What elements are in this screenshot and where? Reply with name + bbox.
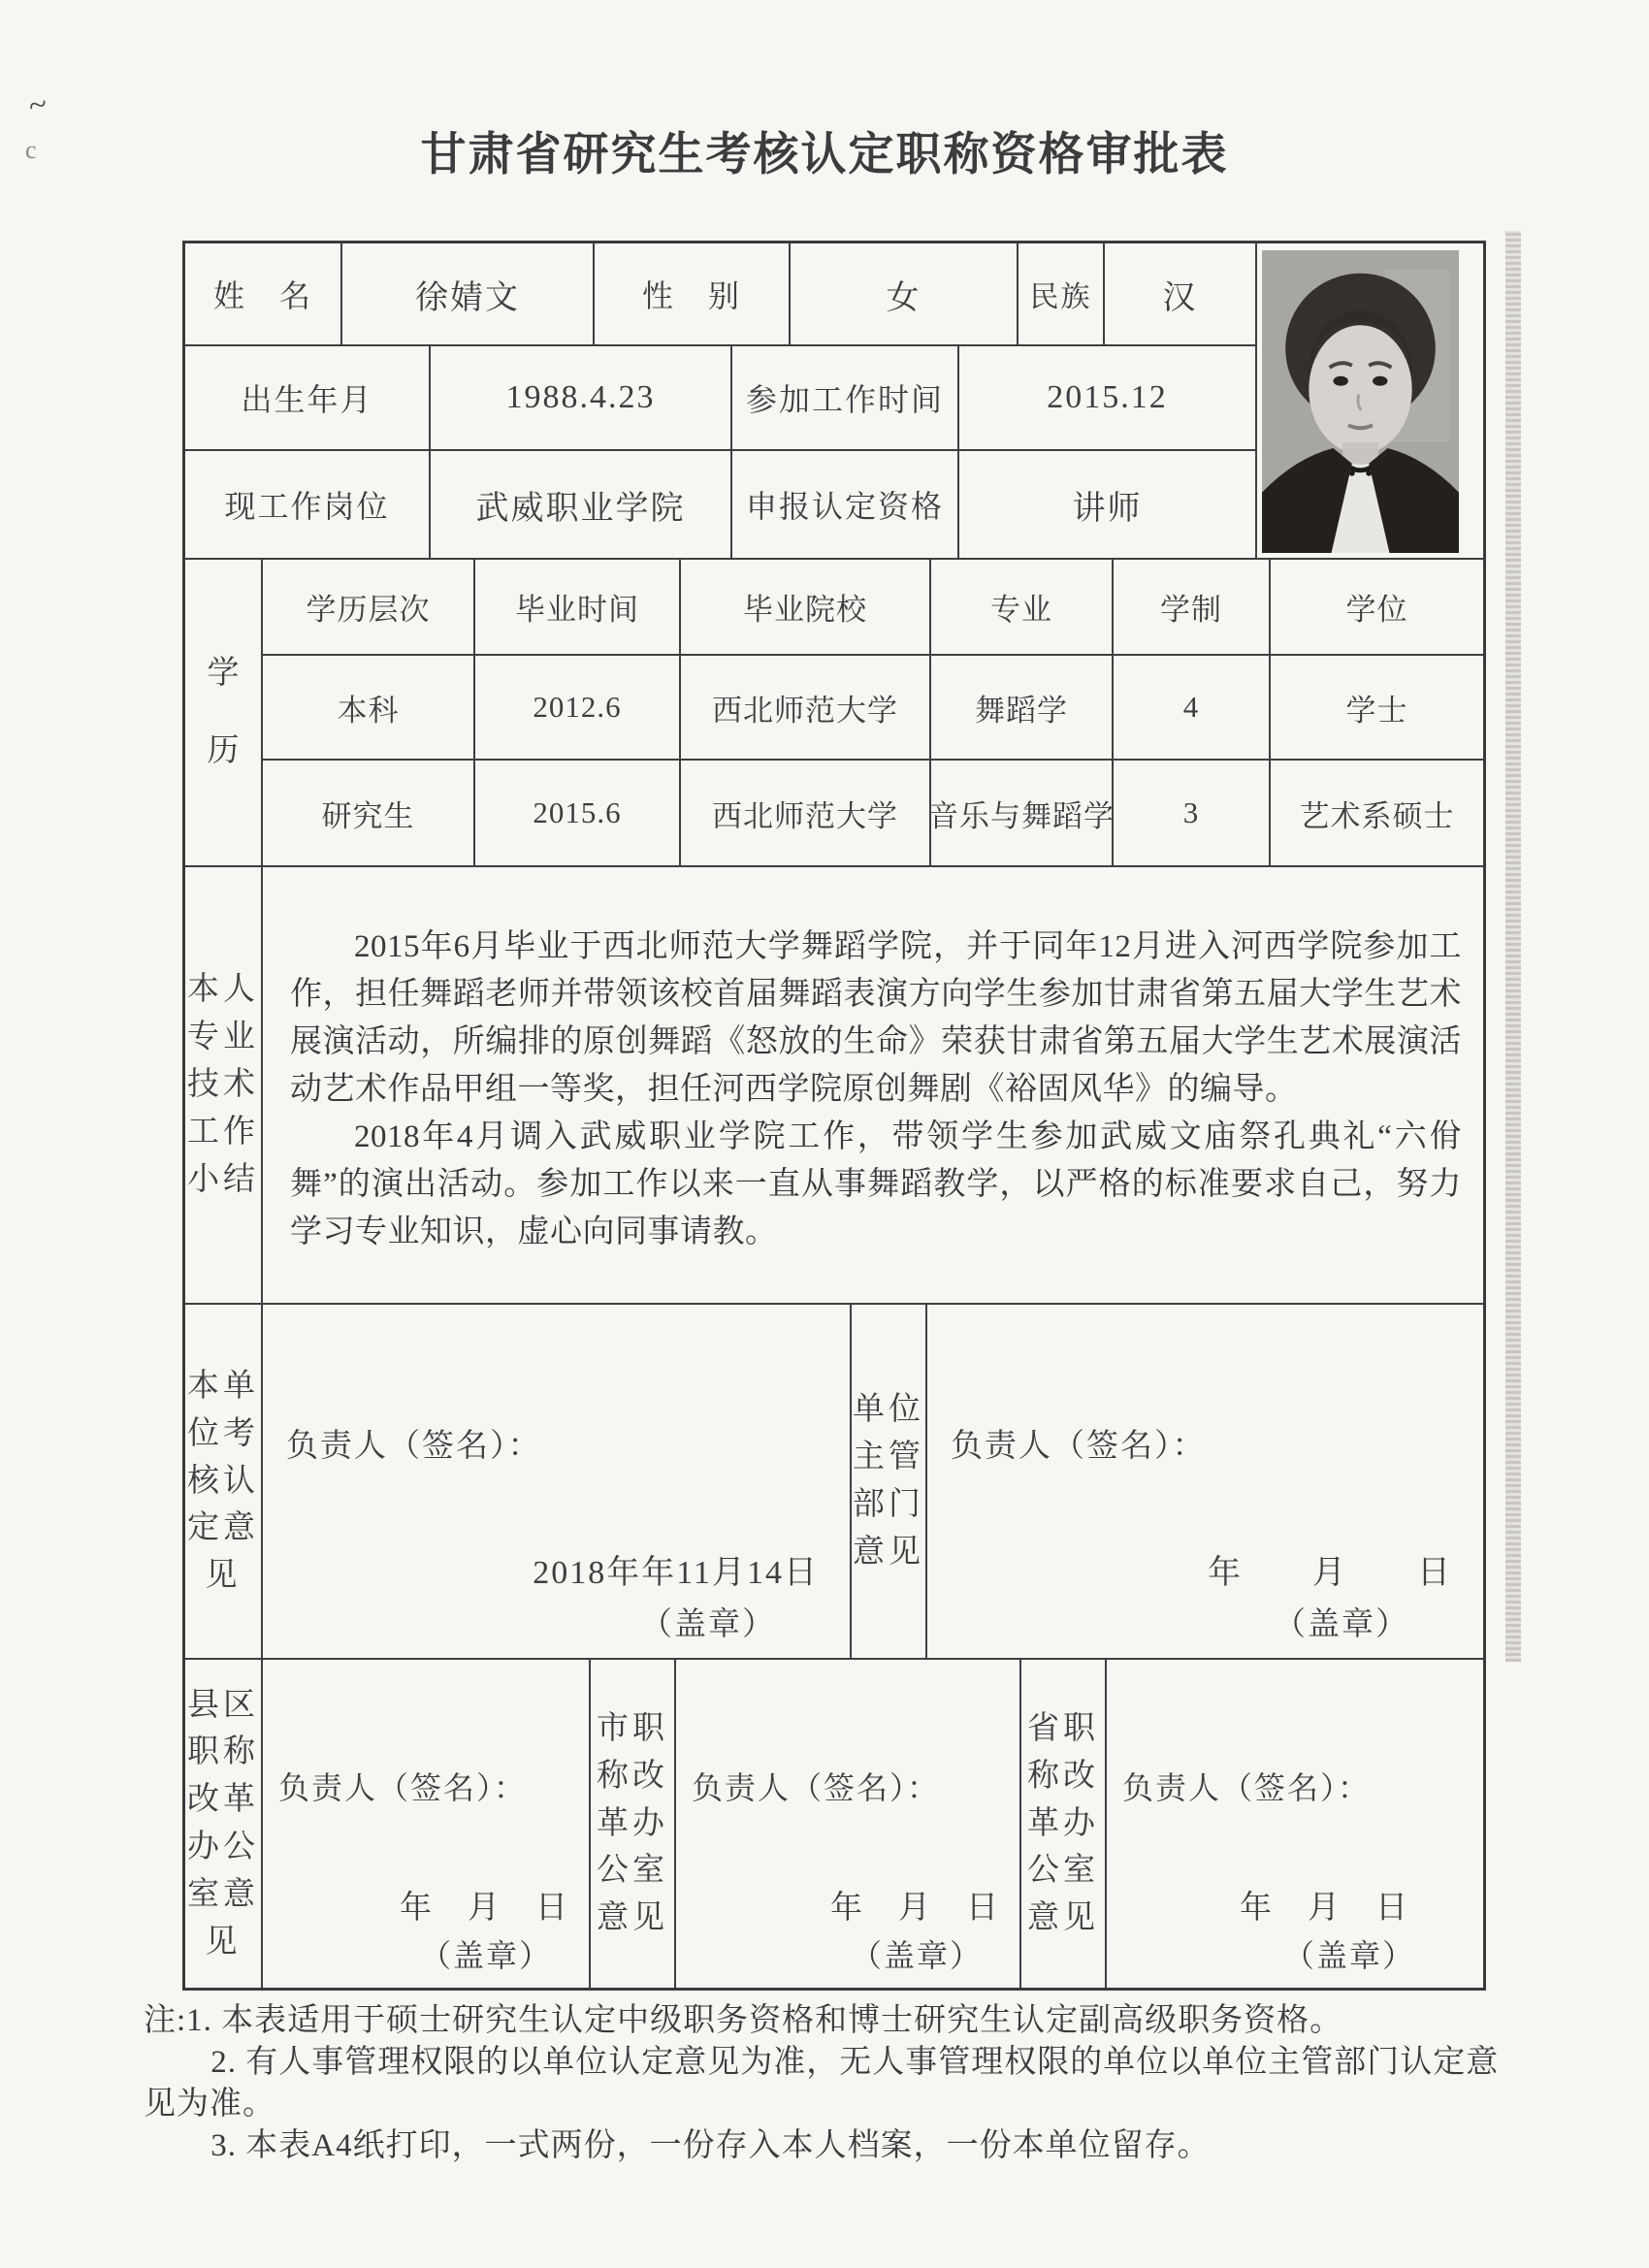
education-section-label-cell bbox=[185, 560, 263, 865]
edu-cell-grad-time: 2012.6 bbox=[473, 654, 679, 759]
offices-section bbox=[185, 1660, 1483, 1988]
signer-label: 负责人（签名）： bbox=[951, 1428, 1207, 1464]
table-row bbox=[185, 451, 1255, 558]
edu-header-level: 学历层次 bbox=[306, 593, 431, 627]
edu-header-duration: 学制 bbox=[1112, 560, 1269, 654]
province-office-label-cell bbox=[1021, 1660, 1107, 1988]
edu-header-school: 毕业院校 bbox=[679, 560, 929, 654]
dept-opinion-label: 单位主管部门意见 bbox=[853, 1392, 924, 1570]
name-label-cell bbox=[185, 243, 342, 344]
city-office-content bbox=[676, 1660, 1021, 1988]
opinion-date: 年 月 日 bbox=[1240, 1891, 1409, 1926]
work-summary-paragraph: 2015年6月毕业于西北师范大学舞蹈学院，并于同年12月进入河西学院参加工作，担任舞蹈老师并带领该校首届舞蹈表演方向学生参加甘肃省第五届大学生艺术展演活动，所编排的原创舞蹈《怒放的生命》荣获甘肃省第五届大学生艺术展演活动艺术作品甲组一等奖，担任河西学院原创舞剧《裕固风华》的编导。 bbox=[290, 929, 1462, 1107]
unit-opinion-content bbox=[263, 1305, 852, 1658]
approval-form-table bbox=[182, 241, 1486, 1991]
opinions-section bbox=[185, 1305, 1483, 1660]
qualification-value: 讲师 bbox=[1072, 490, 1143, 527]
footnote-item: 2. 有人事管理权限的以单位认定意见为准，无人事管理权限的单位以单位主管部门认定意见为准。 bbox=[144, 2045, 1500, 2122]
footnote-prefix: 注: bbox=[144, 2003, 187, 2038]
signer-label: 负责人（签名）： bbox=[286, 1428, 542, 1464]
edu-cell-degree: 学士 bbox=[1269, 654, 1483, 759]
qualification-label-cell bbox=[732, 451, 959, 558]
personal-info-section bbox=[185, 243, 1483, 560]
workplace-value-cell bbox=[431, 451, 732, 558]
scan-artifact-mark: c bbox=[25, 136, 37, 164]
signer-label: 负责人（签名）： bbox=[692, 1770, 941, 1805]
work-start-value-cell bbox=[959, 346, 1255, 449]
edu-cell-major: 舞蹈学 bbox=[929, 654, 1112, 759]
dept-opinion-label-cell bbox=[852, 1305, 927, 1658]
opinion-date: 2018年年11月14日 bbox=[533, 1555, 819, 1591]
gender-value: 女 bbox=[886, 279, 922, 316]
province-office-content bbox=[1107, 1660, 1483, 1988]
county-office-label-cell bbox=[185, 1660, 263, 1988]
edu-cell-major: 音乐与舞蹈学 bbox=[929, 759, 1112, 865]
edu-cell-school: 西北师范大学 bbox=[679, 759, 929, 865]
edu-cell-level: 研究生 bbox=[263, 759, 473, 865]
personal-info-grid bbox=[185, 243, 1255, 558]
work-summary-section bbox=[185, 867, 1483, 1305]
seal-label: （盖章） bbox=[640, 1607, 776, 1642]
scan-artifact-mark: ~ bbox=[25, 85, 50, 125]
work-start-label: 参加工作时间 bbox=[745, 382, 944, 417]
education-grid bbox=[263, 560, 1483, 865]
workplace-label-cell bbox=[185, 451, 431, 558]
opinion-date: 年 月 日 bbox=[1208, 1555, 1452, 1591]
edu-cell-duration: 3 bbox=[1112, 759, 1269, 865]
name-value-cell bbox=[342, 243, 595, 344]
ethnic-value-cell bbox=[1105, 243, 1255, 344]
workplace-value: 武威职业学院 bbox=[475, 490, 686, 527]
qualification-value-cell bbox=[959, 451, 1255, 558]
work-summary-paragraph: 2018年4月调入武威职业学院工作，带领学生参加武威文庙祭孔典礼“六佾舞”的演出活动。参加工作以来一直从事舞蹈教学，以严格的标准要求自己，努力学习专业知识，虚心向同事请教。 bbox=[290, 1119, 1462, 1249]
edu-cell-degree: 艺术系硕士 bbox=[1269, 759, 1483, 865]
dept-opinion-content bbox=[927, 1305, 1483, 1658]
education-section bbox=[185, 560, 1483, 867]
unit-opinion-label: 本单位考核认定意见 bbox=[187, 1368, 259, 1594]
edu-cell-grad-time: 2015.6 bbox=[473, 759, 679, 865]
work-start-label-cell bbox=[732, 346, 959, 449]
name-value: 徐婧文 bbox=[415, 279, 520, 316]
table-row bbox=[185, 243, 1255, 346]
seal-label: （盖章） bbox=[419, 1938, 552, 1973]
edu-header-degree: 学位 bbox=[1269, 560, 1483, 654]
county-office-content bbox=[263, 1660, 591, 1988]
opinion-date: 年 月 日 bbox=[400, 1891, 569, 1926]
birth-label-cell bbox=[185, 346, 431, 449]
seal-label: （盖章） bbox=[1282, 1938, 1415, 1973]
unit-opinion-label-cell bbox=[185, 1305, 263, 1658]
footnote-item: 3. 本表A4纸打印，一式两份，一份存入本人档案，一份本单位留存。 bbox=[210, 2128, 1211, 2163]
footnote-item: 1. 本表适用于硕士研究生认定中级职务资格和博士研究生认定副高级职务资格。 bbox=[186, 2003, 1343, 2038]
ethnic-label: 民族 bbox=[1029, 281, 1092, 313]
qualification-label: 申报认定资格 bbox=[745, 489, 944, 524]
signer-label: 负责人（签名）： bbox=[278, 1770, 528, 1805]
seal-label: （盖章） bbox=[1274, 1607, 1409, 1642]
birth-value-cell bbox=[431, 346, 732, 449]
edu-cell-duration: 4 bbox=[1112, 654, 1269, 759]
ethnic-label-cell bbox=[1018, 243, 1105, 344]
form-title: 甘肃省研究生考核认定职称资格审批表 bbox=[420, 128, 1229, 179]
gender-value-cell bbox=[791, 243, 1018, 344]
footnotes bbox=[144, 2000, 1513, 2167]
signer-label: 负责人（签名）： bbox=[1122, 1770, 1372, 1805]
city-office-label-cell bbox=[591, 1660, 676, 1988]
work-start-value: 2015.12 bbox=[1047, 379, 1168, 415]
gender-label-cell bbox=[595, 243, 791, 344]
id-photo-cell bbox=[1255, 243, 1483, 558]
edu-cell-level: 本科 bbox=[263, 654, 473, 759]
edu-cell-school: 西北师范大学 bbox=[679, 654, 929, 759]
id-photo bbox=[1262, 250, 1459, 553]
ethnic-value: 汉 bbox=[1162, 279, 1198, 316]
name-label: 姓 名 bbox=[212, 278, 312, 313]
work-summary-label: 本人专业技术工作小结 bbox=[187, 972, 259, 1197]
birth-value: 1988.4.23 bbox=[505, 379, 656, 415]
gender-label: 性 别 bbox=[641, 278, 741, 313]
opinion-date: 年 月 日 bbox=[830, 1891, 1000, 1926]
edu-header-major: 专业 bbox=[929, 560, 1112, 654]
seal-label: （盖章） bbox=[850, 1938, 983, 1973]
work-summary-label-cell bbox=[185, 867, 263, 1303]
work-summary-text bbox=[263, 867, 1483, 1303]
education-section-label: 学历 bbox=[207, 656, 240, 768]
city-office-label: 市职称改革办公室意见 bbox=[597, 1710, 668, 1936]
birth-label: 出生年月 bbox=[241, 382, 373, 417]
edu-header-grad-time: 毕业时间 bbox=[473, 560, 679, 654]
province-office-label: 省职称改革办公室意见 bbox=[1027, 1710, 1099, 1936]
workplace-label: 现工作岗位 bbox=[224, 489, 390, 524]
scan-edge-strip bbox=[1505, 231, 1521, 1662]
footnote-line bbox=[144, 2000, 1513, 2042]
table-row bbox=[185, 346, 1255, 451]
county-office-label: 县区职称改革办公室意见 bbox=[187, 1687, 259, 1960]
